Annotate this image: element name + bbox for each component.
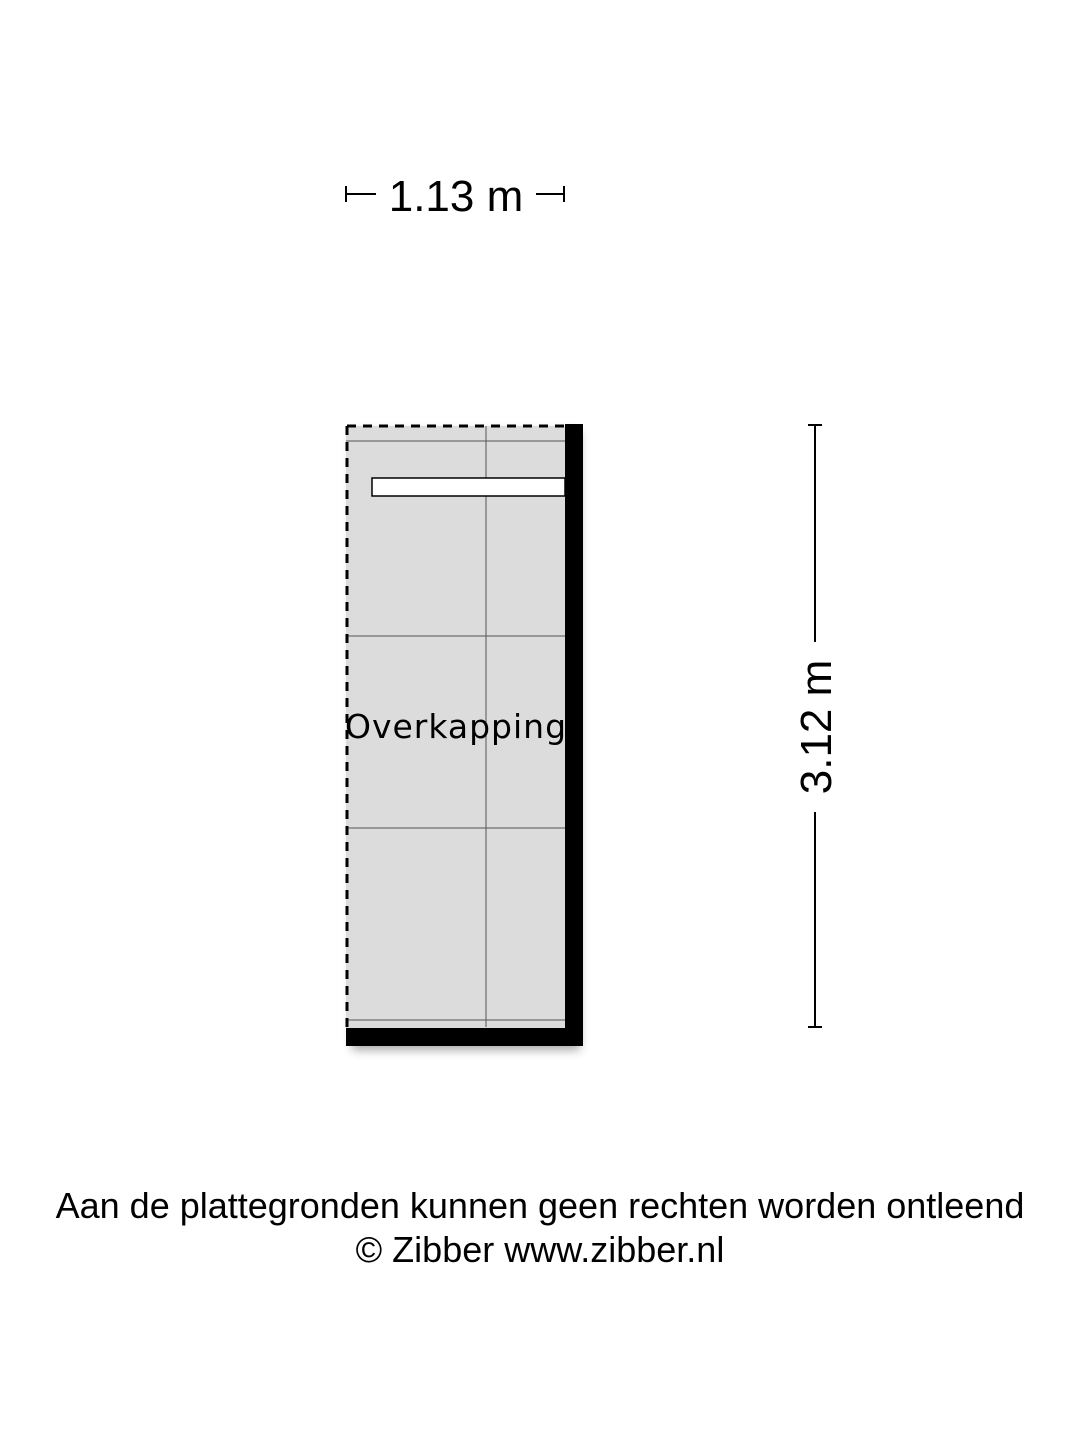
disclaimer-text: Aan de plattegronden kunnen geen rechten worden ontleend: [55, 1185, 1025, 1226]
height-dimension: [792, 425, 841, 1027]
right-wall: [565, 424, 583, 1046]
width-dimension: [346, 172, 564, 221]
room-label: Overkapping: [344, 707, 568, 746]
beam-fixture: [372, 478, 565, 496]
height-label: 3.12 m: [792, 659, 841, 795]
bottom-wall: [346, 1028, 583, 1046]
copyright-text: © Zibber www.zibber.nl: [355, 1229, 725, 1270]
width-label: 1.13 m: [388, 172, 524, 221]
